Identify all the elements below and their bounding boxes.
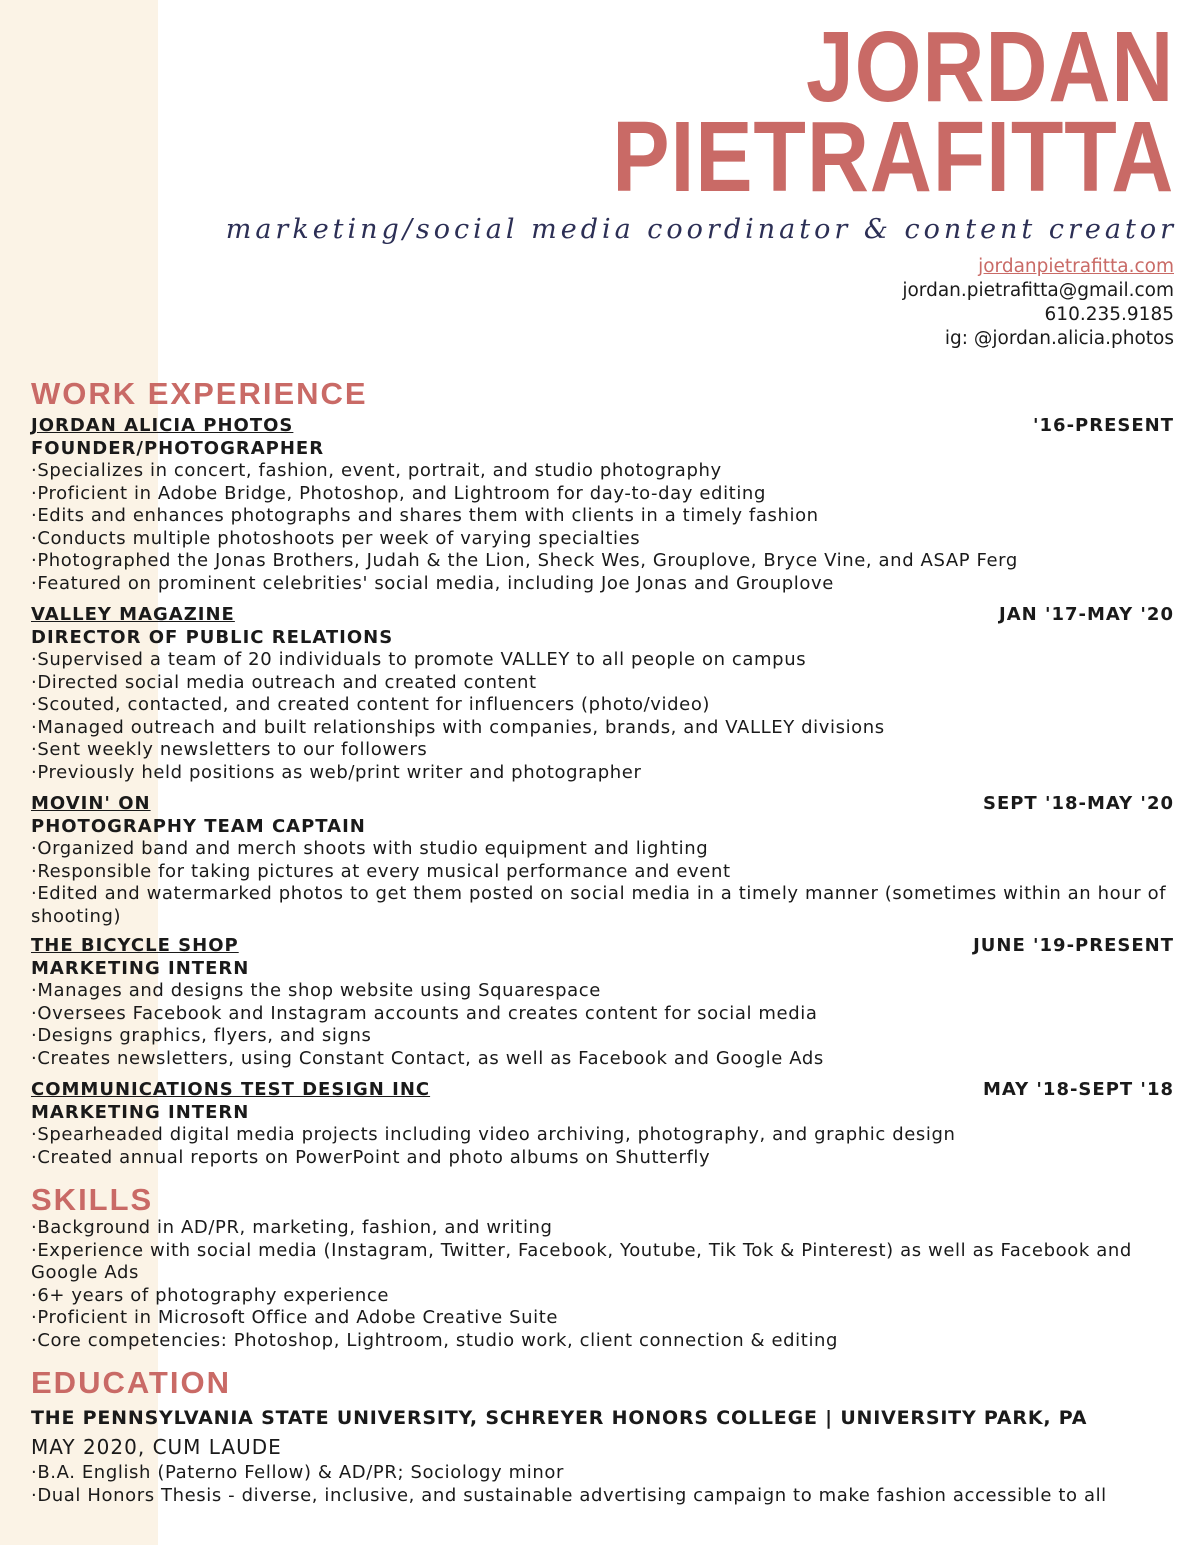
school-name: THE PENNSYLVANIA STATE UNIVERSITY, SCHREYER HONORS COLLEGE | UNIVERSITY PARK, PA (31, 1407, 1088, 1429)
section-title-work: WORK EXPERIENCE (31, 376, 368, 411)
job-valley-magazine (31, 604, 1174, 784)
education-section (31, 1366, 1174, 1507)
skills-section (31, 1183, 1174, 1352)
contact-block (226, 255, 1174, 351)
instagram-handle: ig: @jordan.alicia.photos (944, 328, 1174, 349)
email: jordan.pietrafitta@gmail.com (902, 280, 1174, 301)
skill-bullet: ·Experience with social media (Instagram, Twitter, Facebook, Youtube, Tik Tok & Pinterest) as well as Facebook and Google Ads (31, 1239, 1132, 1283)
job-role: MARKETING INTERN (31, 958, 250, 979)
company-name: JORDAN ALICIA PHOTOS (31, 415, 294, 436)
company-name: MOVIN' ON (31, 793, 151, 814)
job-bullet: ·Conducts multiple photoshoots per week of varying specialties (31, 527, 641, 549)
job-bullet: ·Specializes in concert, fashion, event, portrait, and studio photography (31, 460, 722, 481)
phone: 610.235.9185 (1044, 304, 1174, 325)
company-name: VALLEY MAGAZINE (31, 604, 235, 625)
website-link[interactable]: jordanpietrafitta.com (978, 256, 1174, 277)
job-bullet: ·Organized band and merch shoots with studio equipment and lighting (31, 838, 709, 859)
job-bullet: ·Previously held positions as web/print writer and photographer (31, 761, 642, 783)
job-bullet: ·Created annual reports on PowerPoint and photo albums on Shutterfly (31, 1146, 711, 1168)
job-communications-test-design (31, 1079, 1174, 1169)
job-bullet: ·Featured on prominent celebrities' social media, including Joe Jonas and Grouplove (31, 572, 834, 594)
job-movin-on (31, 793, 1174, 928)
job-dates: JAN '17-MAY '20 (999, 604, 1174, 625)
job-dates: JUNE '19-PRESENT (973, 935, 1174, 956)
education-bullet: ·Dual Honors Thesis - diverse, inclusive, and sustainable advertising campaign to make fashion accessible to all (31, 1484, 1107, 1506)
job-bullet: ·Photographed the Jonas Brothers, Judah & the Lion, Sheck Wes, Grouplove, Bryce Vine, and ASAP Ferg (31, 550, 1018, 571)
resume-header (225, 11, 1177, 351)
job-role: DIRECTOR OF PUBLIC RELATIONS (31, 627, 394, 648)
skill-bullet: ·Background in AD/PR, marketing, fashion, and writing (31, 1217, 553, 1238)
job-bullet: ·Creates newsletters, using Constant Contact, as well as Facebook and Google Ads (31, 1047, 824, 1069)
skill-bullet: ·Proficient in Microsoft Office and Adobe Creative Suite (31, 1307, 559, 1328)
job-bullet: ·Edited and watermarked photos to get them posted on social media in a timely manner (sometimes within an hour of shooting) (31, 883, 1167, 927)
job-bullet: ·Directed social media outreach and created content (31, 671, 537, 693)
job-bullet: ·Sent weekly newsletters to our followers (31, 739, 428, 760)
skill-bullet: ·6+ years of photography experience (31, 1284, 390, 1306)
job-dates: MAY '18-SEPT '18 (982, 1079, 1174, 1100)
job-jordan-alicia-photos (31, 415, 1174, 595)
section-title-education: EDUCATION (31, 1365, 231, 1400)
section-title-skills: SKILLS (31, 1182, 154, 1217)
job-bullet: ·Spearheaded digital media projects including video archiving, photography, and graphic design (31, 1124, 956, 1145)
first-name: JORDAN (805, 11, 1174, 123)
job-bullet: ·Responsible for taking pictures at every musical performance and event (31, 860, 731, 882)
education-bullet: ·B.A. English (Paterno Fellow) & AD/PR; Sociology minor (31, 1462, 564, 1483)
job-bicycle-shop (31, 935, 1174, 1070)
job-bullet: ·Proficient in Adobe Bridge, Photoshop, and Lightroom for day-to-day editing (31, 482, 766, 504)
job-role: MARKETING INTERN (31, 1102, 250, 1123)
job-bullet: ·Scouted, contacted, and created content for influencers (photo/video) (31, 694, 711, 715)
job-role: FOUNDER/PHOTOGRAPHER (31, 438, 325, 459)
skill-bullet: ·Core competencies: Photoshop, Lightroom, studio work, client connection & editing (31, 1329, 839, 1351)
company-name: THE BICYCLE SHOP (31, 935, 239, 956)
job-bullet: ·Oversees Facebook and Instagram accounts and creates content for social media (31, 1002, 818, 1024)
job-bullet: ·Designs graphics, flyers, and signs (31, 1025, 372, 1046)
last-name: PIETRAFITTA (611, 101, 1174, 213)
job-bullet: ·Supervised a team of 20 individuals to promote VALLEY to all people on campus (31, 649, 807, 670)
job-title: marketing/social media coordinator & content creator (225, 214, 1177, 245)
work-experience-section (31, 377, 1174, 1169)
job-role: PHOTOGRAPHY TEAM CAPTAIN (31, 816, 366, 837)
job-bullet: ·Manages and designs the shop website using Squarespace (31, 980, 601, 1001)
job-dates: '16-PRESENT (1033, 415, 1174, 436)
job-bullet: ·Edits and enhances photographs and shares them with clients in a timely fashion (31, 505, 819, 526)
company-name: COMMUNICATIONS TEST DESIGN INC (31, 1079, 431, 1100)
job-bullet: ·Managed outreach and built relationships with companies, brands, and VALLEY divisions (31, 716, 885, 738)
job-dates: SEPT '18-MAY '20 (982, 793, 1174, 814)
graduation-date: MAY 2020, CUM LAUDE (31, 1435, 282, 1459)
